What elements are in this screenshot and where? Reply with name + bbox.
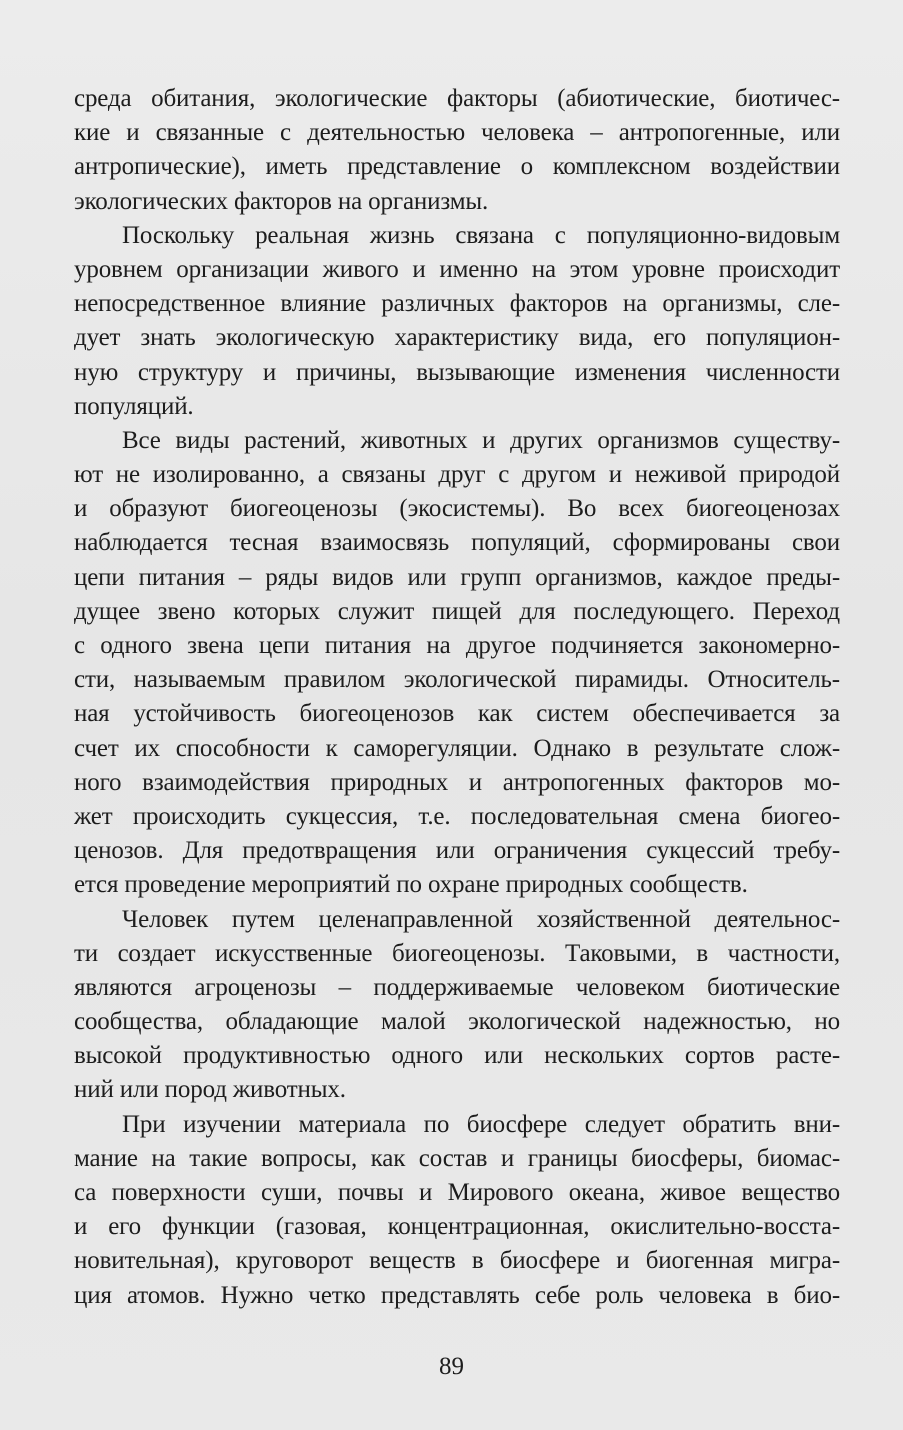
text-line: ний или пород животных. (74, 1076, 346, 1104)
text-line: с одного звена цепи питания на другое подчиняется закономерно- (74, 632, 840, 659)
text-line: сообщества, обладающие малой экологической надежностью, но (74, 1008, 840, 1036)
text-line: Человек путем целенаправленной хозяйственной деятельнос- (122, 905, 840, 933)
body-text (74, 82, 840, 1313)
text-line: и его функции (газовая, концентрационная, окислительно-восста- (74, 1213, 840, 1241)
text-line: наблюдается тесная взаимосвязь популяций, сформированы свои (74, 529, 840, 557)
text-line: кие и связанные с деятельностью человека – антропогенные, или (74, 119, 840, 147)
text-line: и образуют биогеоценозы (экосистемы). Во всех биогеоценозах (74, 495, 840, 523)
text-line: При изучении материала по биосфере следует обратить вни- (122, 1110, 840, 1138)
text-line: Поскольку реальная жизнь связана с популяционно-видовым (122, 221, 840, 249)
text-line: уровнем организации живого и именно на этом уровне происходит (74, 255, 840, 283)
text-line: ценозов. Для предотвращения или ограничения сукцессий требу- (74, 837, 840, 865)
text-line: са поверхности суши, почвы и Мирового океана, живое вещество (74, 1179, 840, 1206)
text-line: новительная), круговорот веществ в биосфере и биогенная мигра- (74, 1247, 840, 1275)
text-line: сти, называемым правилом экологической пирамиды. Относитель- (74, 666, 840, 694)
text-line: популяций. (74, 392, 194, 420)
text-line: среда обитания, экологические факторы (абиотические, биотичес- (74, 85, 840, 112)
text-line: жет происходить сукцессия, т.е. последовательная смена биогео- (74, 802, 840, 830)
text-line: высокой продуктивностью одного или нескольких сортов расте- (74, 1042, 840, 1070)
text-line: ного взаимодействия природных и антропогенных факторов мо- (74, 768, 840, 796)
text-line: ную структуру и причины, вызывающие изменения численности (74, 358, 840, 386)
text-line: ная устойчивость биогеоценозов как систем обеспечивается за (74, 700, 840, 728)
text-line: непосредственное влияние различных факторов на организмы, сле- (74, 290, 840, 318)
text-line: ти создает искусственные биогеоценозы. Таковыми, в частности, (74, 939, 840, 967)
text-line: ют не изолированно, а связаны друг с другом и неживой природой (74, 461, 840, 489)
text-line: антропические), иметь представление о комплексном воздействии (74, 153, 840, 181)
text-line: дущее звено которых служит пищей для последующего. Переход (74, 597, 840, 625)
text-line: дует знать экологическую характеристику вида, его популяцион- (74, 324, 840, 352)
text-line: ется проведение мероприятий по охране природных сообществ. (74, 871, 748, 899)
page-number: 89 (439, 1353, 464, 1380)
text-line: мание на такие вопросы, как состав и границы биосферы, биомас- (74, 1144, 840, 1172)
text-line: ция атомов. Нужно четко представлять себе роль человека в био- (74, 1281, 840, 1309)
text-line: экологических факторов на организмы. (74, 187, 489, 215)
text-line: являются агроценозы – поддерживаемые человеком биотические (74, 973, 840, 1001)
text-line: цепи питания – ряды видов или групп организмов, каждое преды- (74, 563, 840, 591)
text-line: Все виды растений, животных и других организмов существу- (122, 426, 840, 454)
text-line: счет их способности к саморегуляции. Однако в результате слож- (74, 734, 840, 762)
